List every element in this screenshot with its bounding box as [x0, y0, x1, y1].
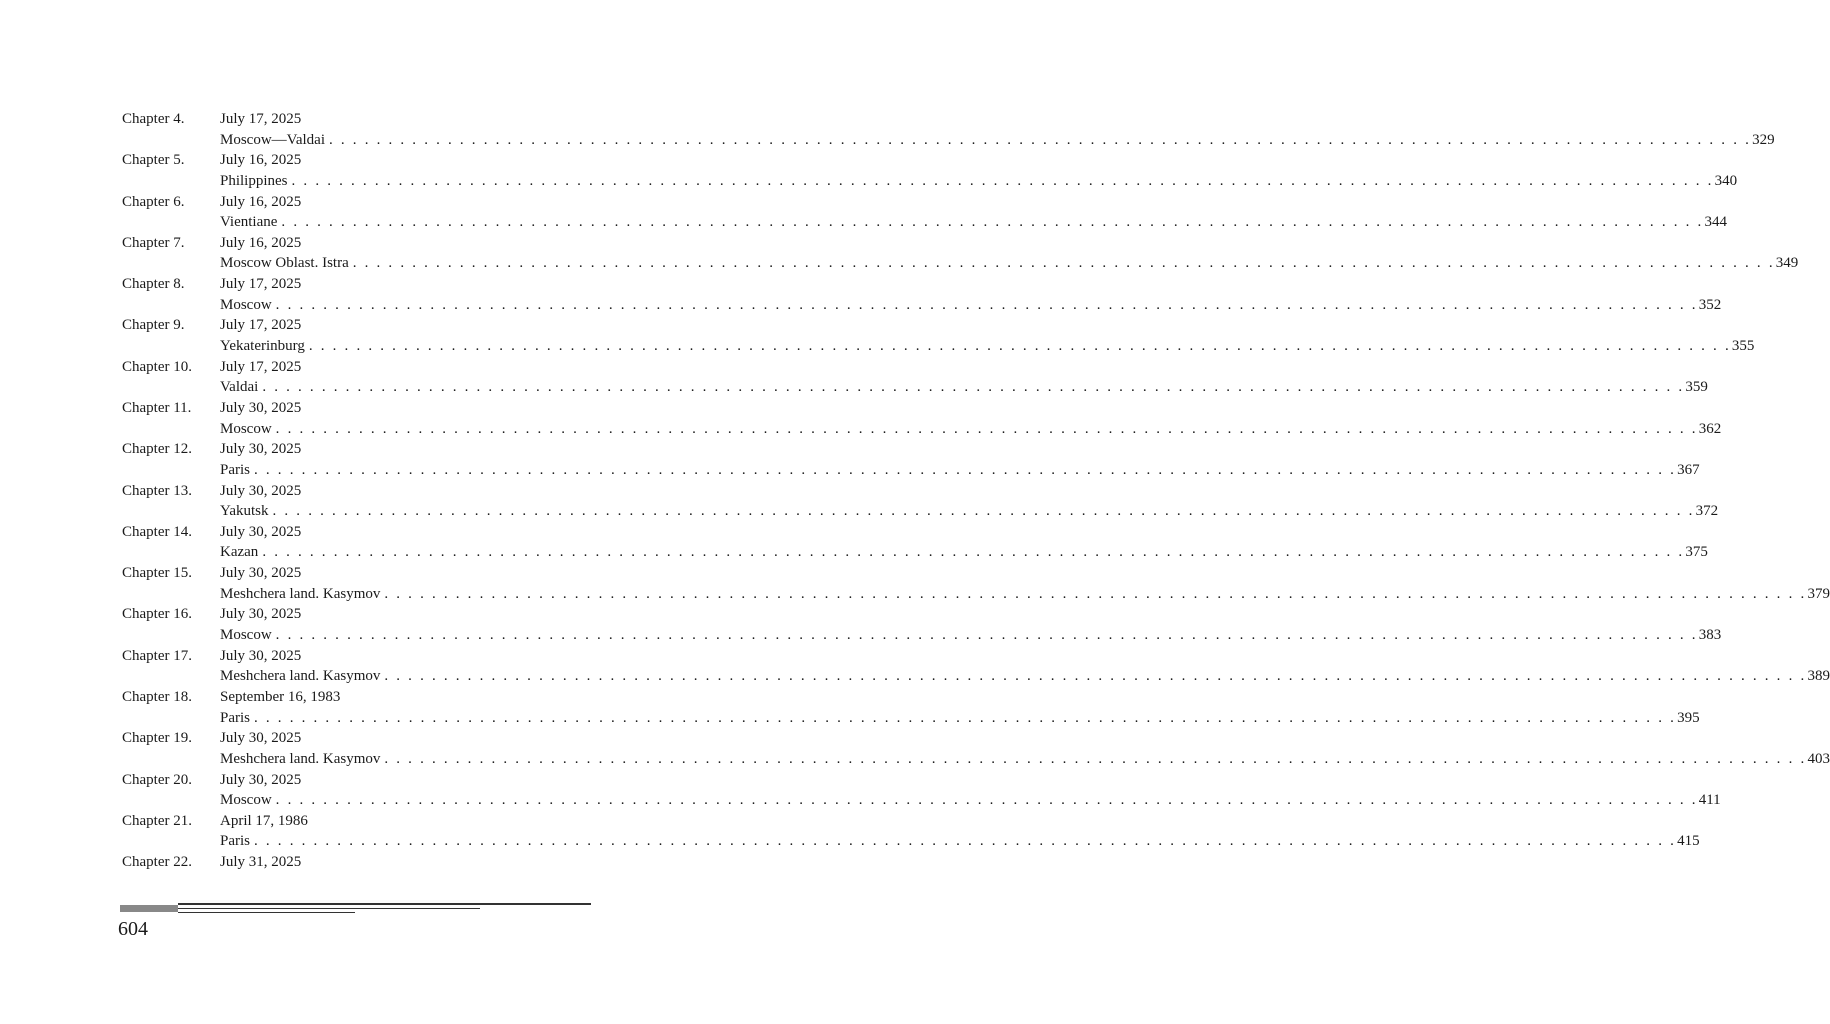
dot-leader: . . . . . . . . . . . . . . . . . . . . . . . . . . . . . . . . . . . . . . . . . . . . . . . . . . . . . . . . . . . . . . . . . . . . . . . . . . . . . . . . . . . . . . . . . . . . . . . . . . . . . . . . . . . . . . . . . . . . . . . .	[308, 338, 1731, 355]
chapter-date: September 16, 1983	[220, 688, 341, 705]
chapter-place: Yakutsk	[220, 503, 269, 520]
chapter-page-number: 372	[1695, 503, 1719, 520]
chapter-page-number: 340	[1714, 172, 1738, 189]
chapter-place: Meshchera land. Kasymov	[220, 585, 381, 602]
dot-leader: . . . . . . . . . . . . . . . . . . . . . . . . . . . . . . . . . . . . . . . . . . . . . . . . . . . . . . . . . . . . . . . . . . . . . . . . . . . . . . . . . . . . . . . . . . . . . . . . . . . . . . . . . . . . . . . . . . . . . . . .	[384, 750, 1807, 767]
toc-entry[interactable]	[122, 563, 1830, 604]
chapter-place: Kazan	[220, 544, 259, 561]
toc-entry[interactable]	[122, 522, 1708, 563]
chapter-page-number: 375	[1685, 544, 1708, 561]
chapter-date: July 30, 2025	[220, 399, 302, 416]
chapter-place: Moscow Oblast. Istra	[220, 255, 349, 272]
chapter-label: Chapter 16.	[122, 606, 192, 623]
chapter-date: July 30, 2025	[220, 606, 302, 623]
dot-leader: . . . . . . . . . . . . . . . . . . . . . . . . . . . . . . . . . . . . . . . . . . . . . . . . . . . . . . . . . . . . . . . . . . . . . . . . . . . . . . . . . . . . . . . . . . . . . . . . . . . . . . . . . . . . . . . . . . . . . . . .	[262, 544, 1685, 561]
toc-entry[interactable]	[122, 604, 1722, 645]
chapter-label: Chapter 9.	[122, 317, 185, 334]
toc-entry[interactable]	[122, 398, 1722, 439]
chapter-place: Moscow	[220, 296, 272, 313]
chapter-date: April 17, 1986	[220, 812, 308, 829]
chapter-place: Vientiane	[220, 214, 278, 231]
chapter-label: Chapter 15.	[122, 565, 192, 582]
chapter-date: July 31, 2025	[220, 854, 302, 871]
chapter-page-number: 395	[1677, 709, 1700, 726]
dot-leader: . . . . . . . . . . . . . . . . . . . . . . . . . . . . . . . . . . . . . . . . . . . . . . . . . . . . . . . . . . . . . . . . . . . . . . . . . . . . . . . . . . . . . . . . . . . . . . . . . . . . . . . . . . . . . . . . . . . . . . . .	[254, 833, 1677, 850]
chapter-page-number: 359	[1685, 379, 1708, 396]
toc-entry[interactable]	[122, 233, 1799, 274]
chapter-place: Yekaterinburg	[220, 338, 305, 355]
chapter-page-number: 349	[1775, 255, 1799, 272]
dot-leader: . . . . . . . . . . . . . . . . . . . . . . . . . . . . . . . . . . . . . . . . . . . . . . . . . . . . . . . . . . . . . . . . . . . . . . . . . . . . . . . . . . . . . . . . . . . . . . . . . . . . . . . . . . . . . . . . . . . . . . . .	[272, 503, 1695, 520]
footer-rule-block	[120, 905, 178, 912]
dot-leader: . . . . . . . . . . . . . . . . . . . . . . . . . . . . . . . . . . . . . . . . . . . . . . . . . . . . . . . . . . . . . . . . . . . . . . . . . . . . . . . . . . . . . . . . . . . . . . . . . . . . . . . . . . . . . . . . . . . . . . . .	[352, 255, 1775, 272]
dot-leader: . . . . . . . . . . . . . . . . . . . . . . . . . . . . . . . . . . . . . . . . . . . . . . . . . . . . . . . . . . . . . . . . . . . . . . . . . . . . . . . . . . . . . . . . . . . . . . . . . . . . . . . . . . . . . . . . . . . . . . . .	[275, 792, 1698, 809]
chapter-label: Chapter 18.	[122, 688, 192, 705]
chapter-label: Chapter 21.	[122, 812, 192, 829]
chapter-page-number: 411	[1698, 792, 1721, 809]
chapter-place: Meshchera land. Kasymov	[220, 668, 381, 685]
chapter-place: Moscow	[220, 627, 272, 644]
footer-rule-middle	[178, 908, 480, 910]
toc-entry[interactable]	[122, 481, 1719, 522]
footer-rule-top	[178, 903, 591, 905]
chapter-page-number: 403	[1807, 750, 1830, 767]
toc-entry[interactable]	[122, 687, 1700, 728]
chapter-page-number: 389	[1807, 668, 1830, 685]
chapter-date: July 30, 2025	[220, 523, 302, 540]
toc-entry[interactable]	[122, 770, 1721, 811]
chapter-place: Philippines	[220, 172, 288, 189]
chapter-label: Chapter 14.	[122, 523, 192, 540]
chapter-date: July 17, 2025	[220, 358, 302, 375]
chapter-place: Paris	[220, 833, 250, 850]
chapter-date: July 30, 2025	[220, 730, 302, 747]
chapter-label: Chapter 11.	[122, 399, 192, 416]
toc-entry[interactable]	[122, 109, 1775, 150]
chapter-date: July 16, 2025	[220, 234, 302, 251]
chapter-page-number: 362	[1698, 420, 1722, 437]
dot-leader: . . . . . . . . . . . . . . . . . . . . . . . . . . . . . . . . . . . . . . . . . . . . . . . . . . . . . . . . . . . . . . . . . . . . . . . . . . . . . . . . . . . . . . . . . . . . . . . . . . . . . . . . . . . . . . . . . . . . . . . .	[275, 627, 1698, 644]
chapter-label: Chapter 17.	[122, 647, 192, 664]
chapter-label: Chapter 4.	[122, 111, 185, 127]
dot-leader: . . . . . . . . . . . . . . . . . . . . . . . . . . . . . . . . . . . . . . . . . . . . . . . . . . . . . . . . . . . . . . . . . . . . . . . . . . . . . . . . . . . . . . . . . . . . . . . . . . . . . . . . . . . . . . . . . . . . . . . .	[254, 709, 1677, 726]
chapter-place: Moscow	[220, 420, 272, 437]
toc-entry[interactable]	[122, 646, 1830, 687]
dot-leader: . . . . . . . . . . . . . . . . . . . . . . . . . . . . . . . . . . . . . . . . . . . . . . . . . . . . . . . . . . . . . . . . . . . . . . . . . . . . . . . . . . . . . . . . . . . . . . . . . . . . . . . . . . . . . . . . . . . . . . . .	[291, 172, 1714, 189]
chapter-label: Chapter 8.	[122, 276, 185, 293]
dot-leader: . . . . . . . . . . . . . . . . . . . . . . . . . . . . . . . . . . . . . . . . . . . . . . . . . . . . . . . . . . . . . . . . . . . . . . . . . . . . . . . . . . . . . . . . . . . . . . . . . . . . . . . . . . . . . . . . . . . . . . . .	[262, 379, 1685, 396]
chapter-page-number: 367	[1677, 461, 1700, 478]
chapter-label: Chapter 10.	[122, 358, 192, 375]
chapter-label: Chapter 5.	[122, 152, 185, 169]
chapter-place: Valdai	[220, 379, 259, 396]
chapter-date: July 30, 2025	[220, 647, 302, 664]
toc-entry[interactable]	[122, 150, 1738, 191]
chapter-label: Chapter 12.	[122, 441, 192, 458]
toc-entry[interactable]	[122, 192, 1727, 233]
chapter-label: Chapter 20.	[122, 771, 192, 788]
toc-entry[interactable]	[122, 315, 1755, 356]
chapter-date: July 30, 2025	[220, 565, 302, 582]
dot-leader: . . . . . . . . . . . . . . . . . . . . . . . . . . . . . . . . . . . . . . . . . . . . . . . . . . . . . . . . . . . . . . . . . . . . . . . . . . . . . . . . . . . . . . . . . . . . . . . . . . . . . . . . . . . . . . . . . . . . . . . .	[384, 585, 1807, 602]
chapter-place: Paris	[220, 709, 250, 726]
chapter-date: July 17, 2025	[220, 276, 302, 293]
dot-leader: . . . . . . . . . . . . . . . . . . . . . . . . . . . . . . . . . . . . . . . . . . . . . . . . . . . . . . . . . . . . . . . . . . . . . . . . . . . . . . . . . . . . . . . . . . . . . . . . . . . . . . . . . . . . . . . . . . . . . . . .	[281, 214, 1704, 231]
chapter-place: Paris	[220, 461, 250, 478]
chapter-page-number: 415	[1677, 833, 1700, 850]
chapter-date: July 16, 2025	[220, 193, 302, 210]
dot-leader: . . . . . . . . . . . . . . . . . . . . . . . . . . . . . . . . . . . . . . . . . . . . . . . . . . . . . . . . . . . . . . . . . . . . . . . . . . . . . . . . . . . . . . . . . . . . . . . . . . . . . . . . . . . . . . . . . . . . . . . .	[254, 461, 1677, 478]
chapter-date: July 16, 2025	[220, 152, 302, 169]
toc-entry[interactable]	[122, 439, 1700, 480]
chapter-label: Chapter 6.	[122, 193, 185, 210]
dot-leader: . . . . . . . . . . . . . . . . . . . . . . . . . . . . . . . . . . . . . . . . . . . . . . . . . . . . . . . . . . . . . . . . . . . . . . . . . . . . . . . . . . . . . . . . . . . . . . . . . . . . . . . . . . . . . . . . . . . . . . . .	[329, 131, 1752, 148]
chapter-date: July 30, 2025	[220, 771, 302, 788]
dot-leader: . . . . . . . . . . . . . . . . . . . . . . . . . . . . . . . . . . . . . . . . . . . . . . . . . . . . . . . . . . . . . . . . . . . . . . . . . . . . . . . . . . . . . . . . . . . . . . . . . . . . . . . . . . . . . . . . . . . . . . . .	[275, 420, 1698, 437]
chapter-page-number: 383	[1698, 627, 1722, 644]
chapter-label: Chapter 22.	[122, 854, 192, 871]
toc-entry[interactable]	[122, 728, 1830, 769]
page-number: 604	[118, 918, 148, 940]
chapter-label: Chapter 19.	[122, 730, 192, 747]
toc-entry[interactable]	[122, 274, 1722, 315]
toc-entry[interactable]	[122, 811, 1700, 852]
chapter-label: Chapter 13.	[122, 482, 192, 499]
chapter-page-number: 379	[1807, 585, 1830, 602]
chapter-place: Moscow	[220, 792, 272, 809]
chapter-page-number: 352	[1698, 296, 1722, 313]
dot-leader: . . . . . . . . . . . . . . . . . . . . . . . . . . . . . . . . . . . . . . . . . . . . . . . . . . . . . . . . . . . . . . . . . . . . . . . . . . . . . . . . . . . . . . . . . . . . . . . . . . . . . . . . . . . . . . . . . . . . . . . .	[384, 668, 1807, 685]
chapter-page-number: 329	[1752, 131, 1775, 148]
chapter-page-number: 344	[1704, 214, 1727, 231]
toc-entry[interactable]	[122, 357, 1708, 398]
chapter-date: July 17, 2025	[220, 111, 302, 127]
chapter-page-number: 355	[1731, 338, 1755, 355]
dot-leader: . . . . . . . . . . . . . . . . . . . . . . . . . . . . . . . . . . . . . . . . . . . . . . . . . . . . . . . . . . . . . . . . . . . . . . . . . . . . . . . . . . . . . . . . . . . . . . . . . . . . . . . . . . . . . . . . . . . . . . . .	[275, 296, 1698, 313]
table-of-contents	[122, 109, 1830, 873]
chapter-label: Chapter 7.	[122, 234, 185, 251]
footer-rule-bottom	[178, 912, 355, 914]
chapter-date: July 30, 2025	[220, 482, 302, 499]
chapter-date: July 30, 2025	[220, 441, 302, 458]
chapter-place: Moscow—Valdai	[220, 131, 325, 148]
chapter-place: Meshchera land. Kasymov	[220, 750, 381, 767]
chapter-date: July 17, 2025	[220, 317, 302, 334]
toc-entry[interactable]	[122, 852, 584, 873]
